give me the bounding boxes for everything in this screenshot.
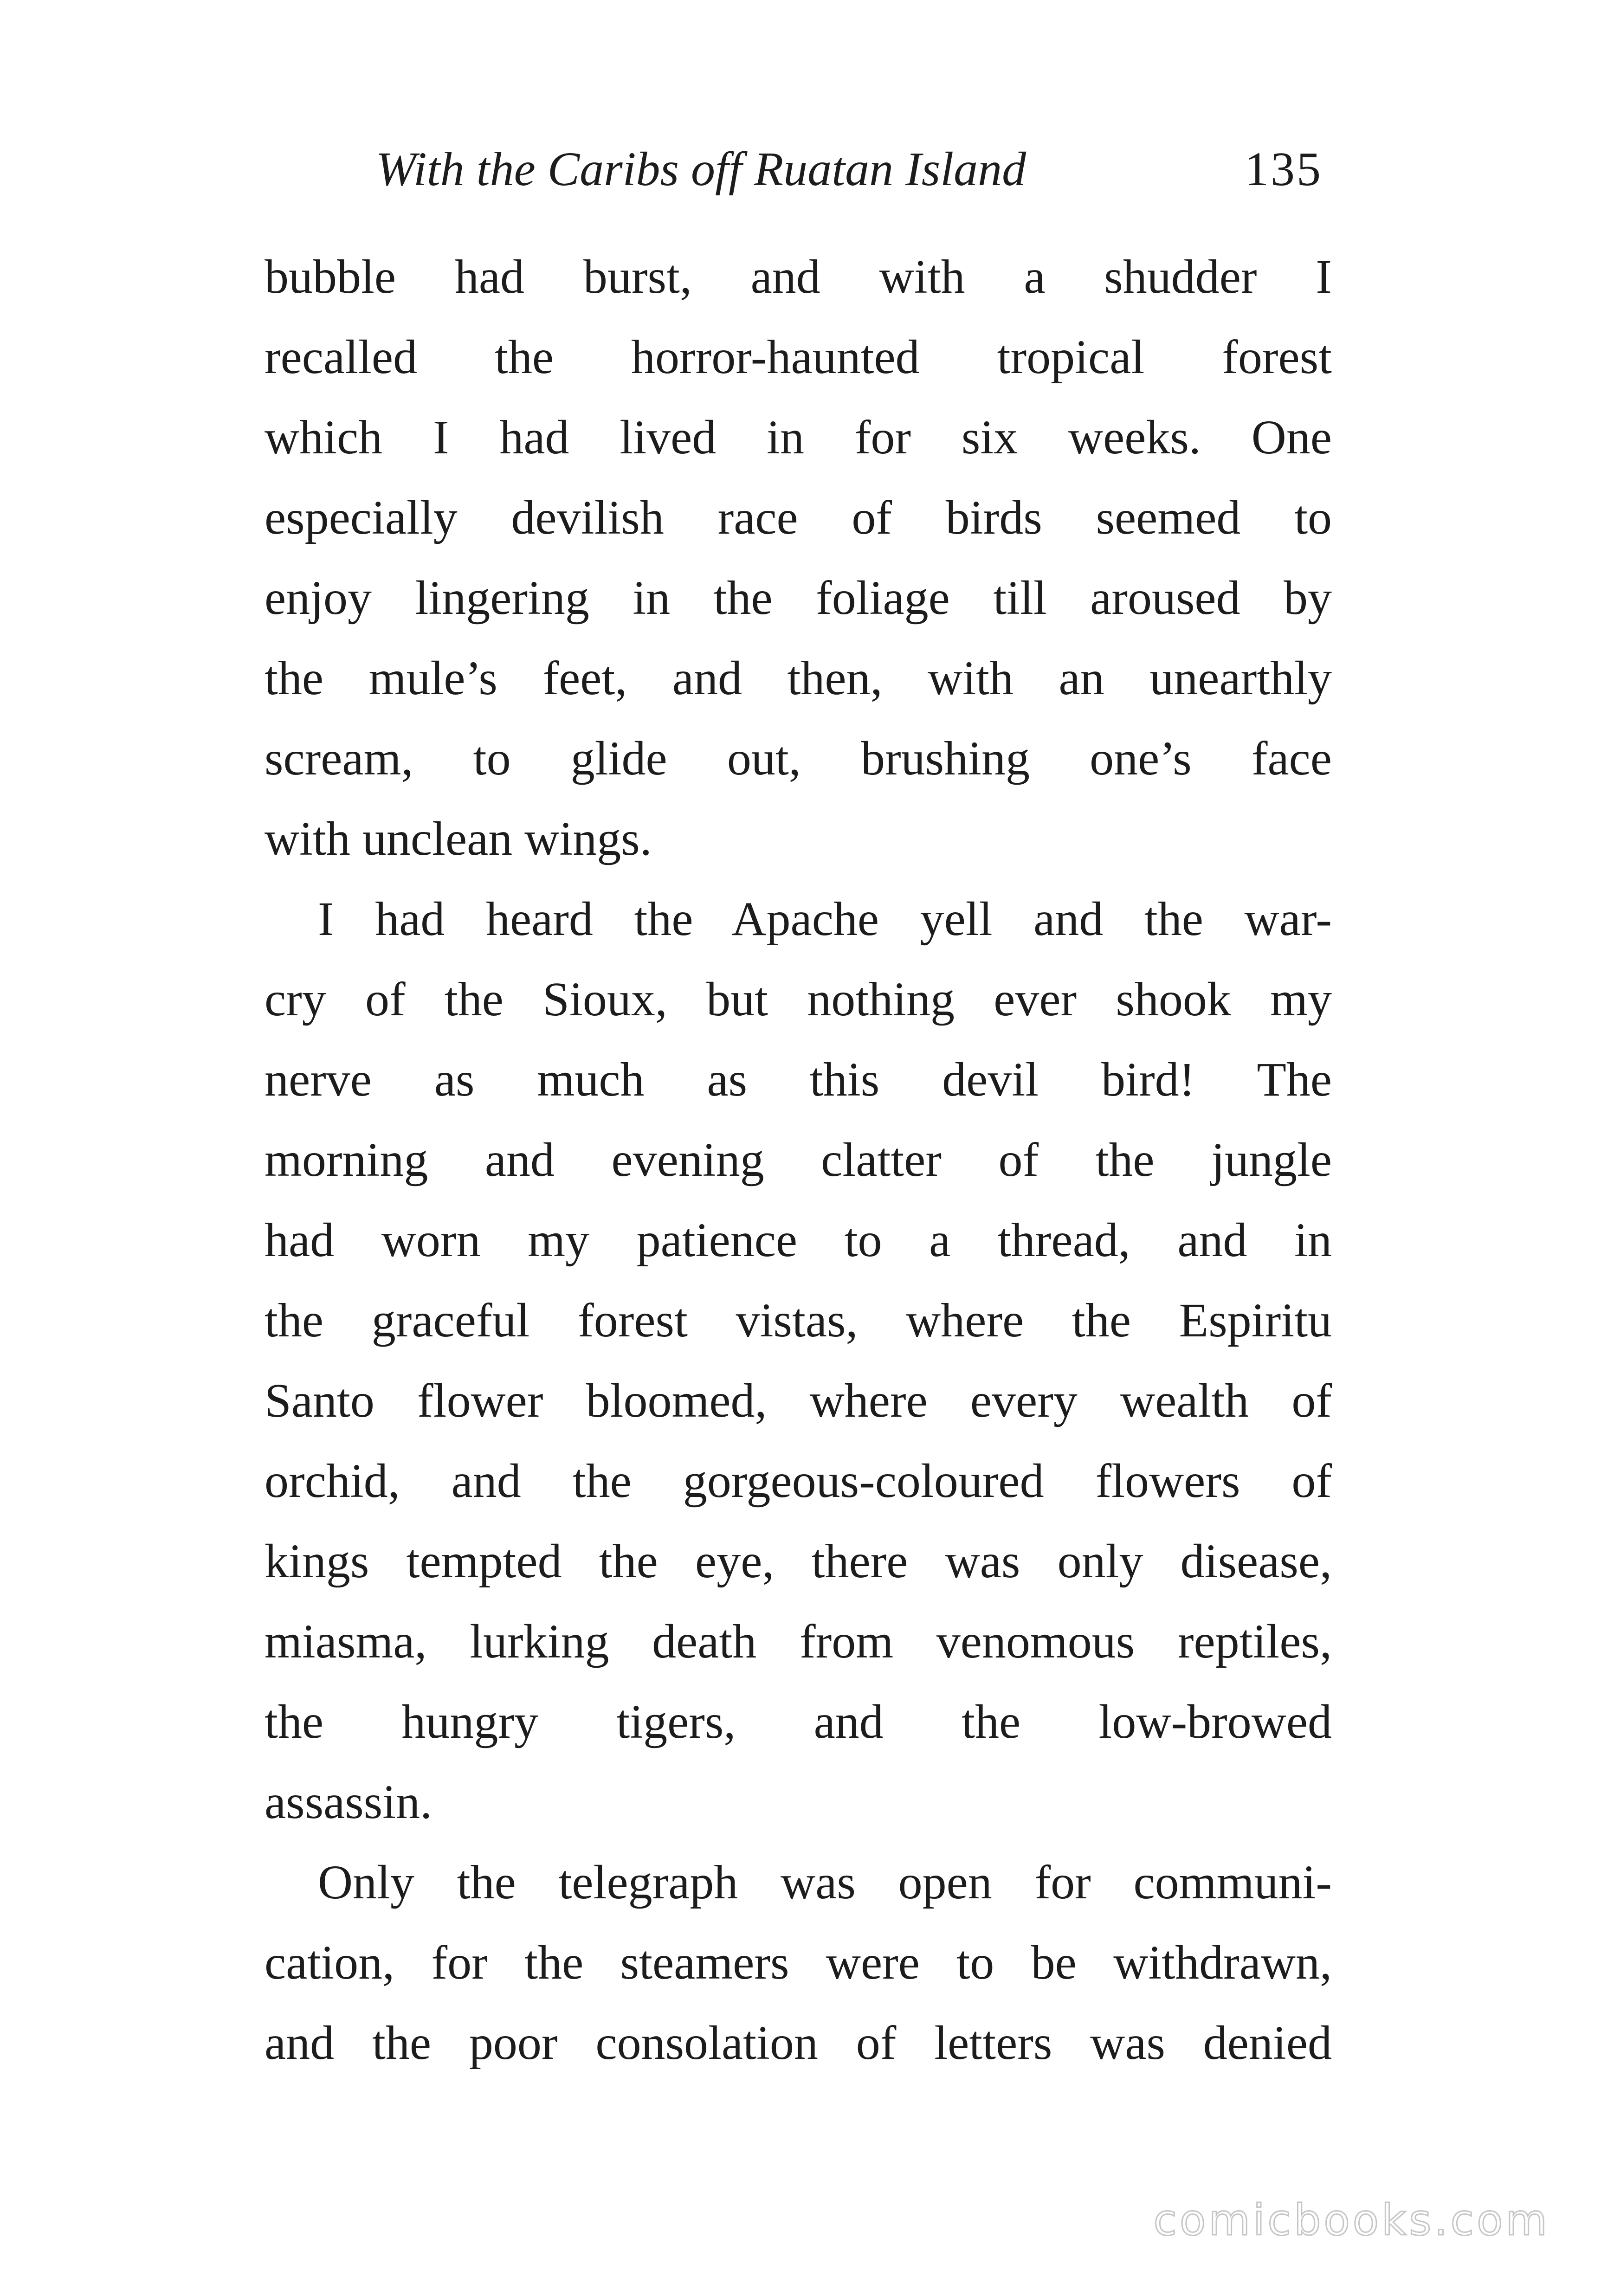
running-head [376,139,1323,200]
text-line: recalled the horror-haunted tropical forest [265,330,1332,384]
text-line: bubble had burst, and with a shudder I [265,250,1332,303]
text-line: cry of the Sioux, but nothing ever shook my [265,973,1332,1026]
text-line: enjoy lingering in the foliage till aroused by [265,571,1332,625]
paragraph [265,879,1332,1842]
paragraph [265,1842,1332,2083]
text-line: the mule’s feet, and then, with an unearthly [265,651,1332,705]
text-line: had worn my patience to a thread, and in [265,1213,1332,1267]
text-line: with unclean wings. [265,812,652,865]
text-line: Santo flower bloomed, where every wealth of [265,1374,1332,1427]
text-line: orchid, and the gorgeous-coloured flowers of [265,1454,1332,1508]
text-line: nerve as much as this devil bird! The [265,1053,1332,1106]
text-line: cation, for the steamers were to be withdrawn, [265,1936,1332,1989]
page-number: 135 [1245,142,1323,196]
text-line: I had heard the Apache yell and the war- [318,892,1332,946]
text-line: Only the telegraph was open for communi- [318,1856,1332,1909]
text-line: which I had lived in for six weeks. One [265,411,1332,464]
text-line: the graceful forest vistas, where the Espiritu [265,1294,1332,1347]
watermark-logo: comicbooks.com [1153,2195,1550,2245]
text-line: scream, to glide out, brushing one’s face [265,732,1332,785]
text-line: assassin. [265,1775,433,1829]
running-title: With the Caribs off Ruatan Island [376,142,1026,196]
text-line: the hungry tigers, and the low-browed [265,1695,1332,1748]
text-line: morning and evening clatter of the jungle [265,1133,1332,1187]
text-line: miasma, lurking death from venomous reptiles, [265,1615,1332,1668]
text-line: and the poor consolation of letters was denied [265,2016,1332,2070]
body-text [265,237,1332,2083]
text-line: kings tempted the eye, there was only disease, [265,1535,1332,1588]
paragraph [265,237,1332,879]
text-line: especially devilish race of birds seemed to [265,491,1332,544]
